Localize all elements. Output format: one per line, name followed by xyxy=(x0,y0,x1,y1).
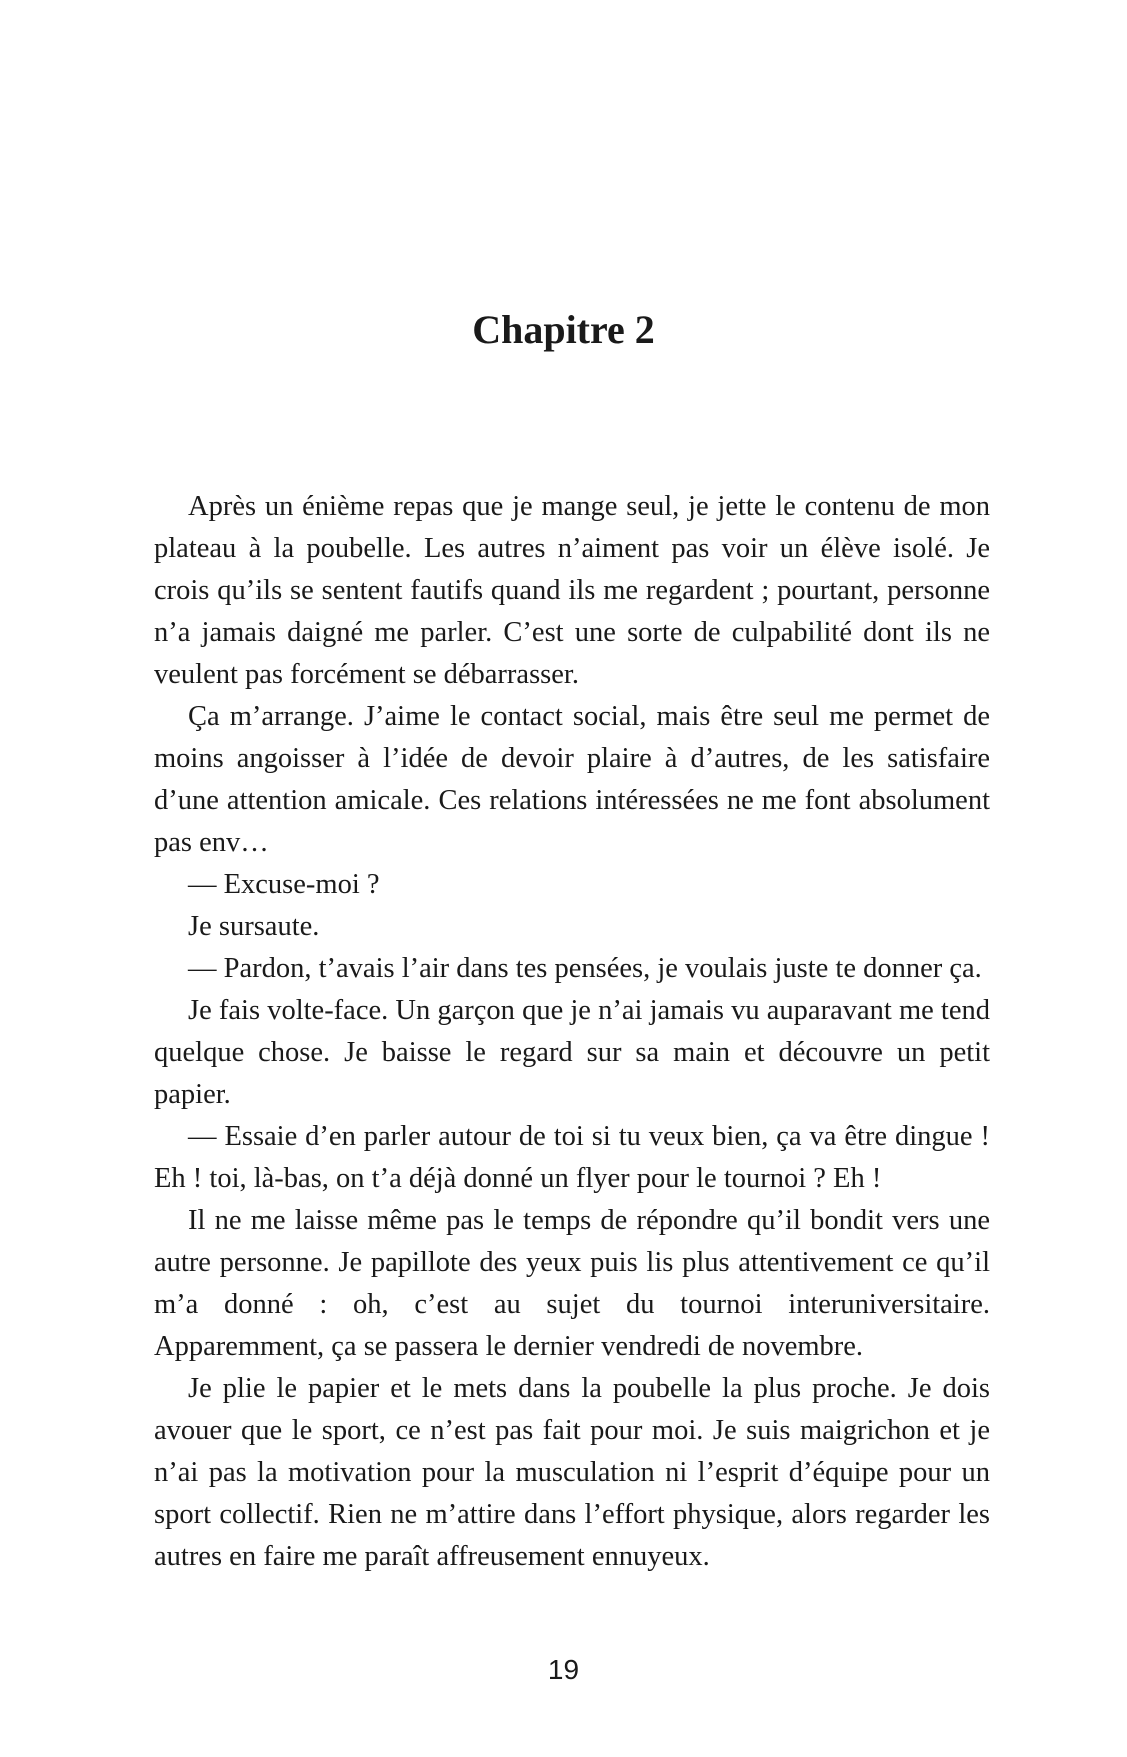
paragraph: Après un énième repas que je mange seul, je jette le contenu de mon plateau à la poubelle. Les autres n’aiment pas voir un élève isolé. Je crois qu’ils se sentent fautifs quand ils me regardent ; pourtant, personne n’a jamais daigné me parler. C’est une sorte de culpabilité dont ils ne veulent pas forcément se débarrasser. xyxy=(154,491,990,690)
paragraph: Je fais volte-face. Un garçon que je n’ai jamais vu auparavant me tend quelque chose. Je baisse le regard sur sa main et découvre un petit papier. xyxy=(154,995,990,1110)
dialogue-line: — Excuse-moi ? xyxy=(188,869,380,900)
paragraph: Je plie le papier et le mets dans la poubelle la plus proche. Je dois avouer que le sport, ce n’est pas fait pour moi. Je suis maigrichon et je n’ai pas la motivation pour la musculation ni l’esprit d’équipe pour un sport collectif. Rien ne m’attire dans l’effort physique, alors regarder les autres en faire me paraît affreusement ennuyeux. xyxy=(154,1373,990,1572)
page-number: 19 xyxy=(547,1654,580,1685)
chapter-body xyxy=(154,486,990,1578)
paragraph: Il ne me laisse même pas le temps de répondre qu’il bondit vers une autre personne. Je papillote des yeux puis lis plus attentivement ce qu’il m’a donné : oh, c’est au sujet du tournoi interuniversitaire. Apparemment, ça se passera le dernier vendredi de novembre. xyxy=(154,1205,990,1362)
dialogue-line: — Pardon, t’avais l’air dans tes pensées, je voulais juste te donner ça. xyxy=(188,953,982,984)
chapter-title: Chapitre 2 xyxy=(472,307,655,352)
paragraph: Ça m’arrange. J’aime le contact social, mais être seul me permet de moins angoisser à l’idée de devoir plaire à d’autres, de les satisfaire d’une attention amicale. Ces relations intéressées ne me font absolument pas env… xyxy=(154,701,990,858)
paragraph: Je sursaute. xyxy=(188,911,320,942)
dialogue-line: — Essaie d’en parler autour de toi si tu veux bien, ça va être dingue ! Eh ! toi, là-bas, on t’a déjà donné un flyer pour le tournoi ? Eh ! xyxy=(154,1121,990,1194)
